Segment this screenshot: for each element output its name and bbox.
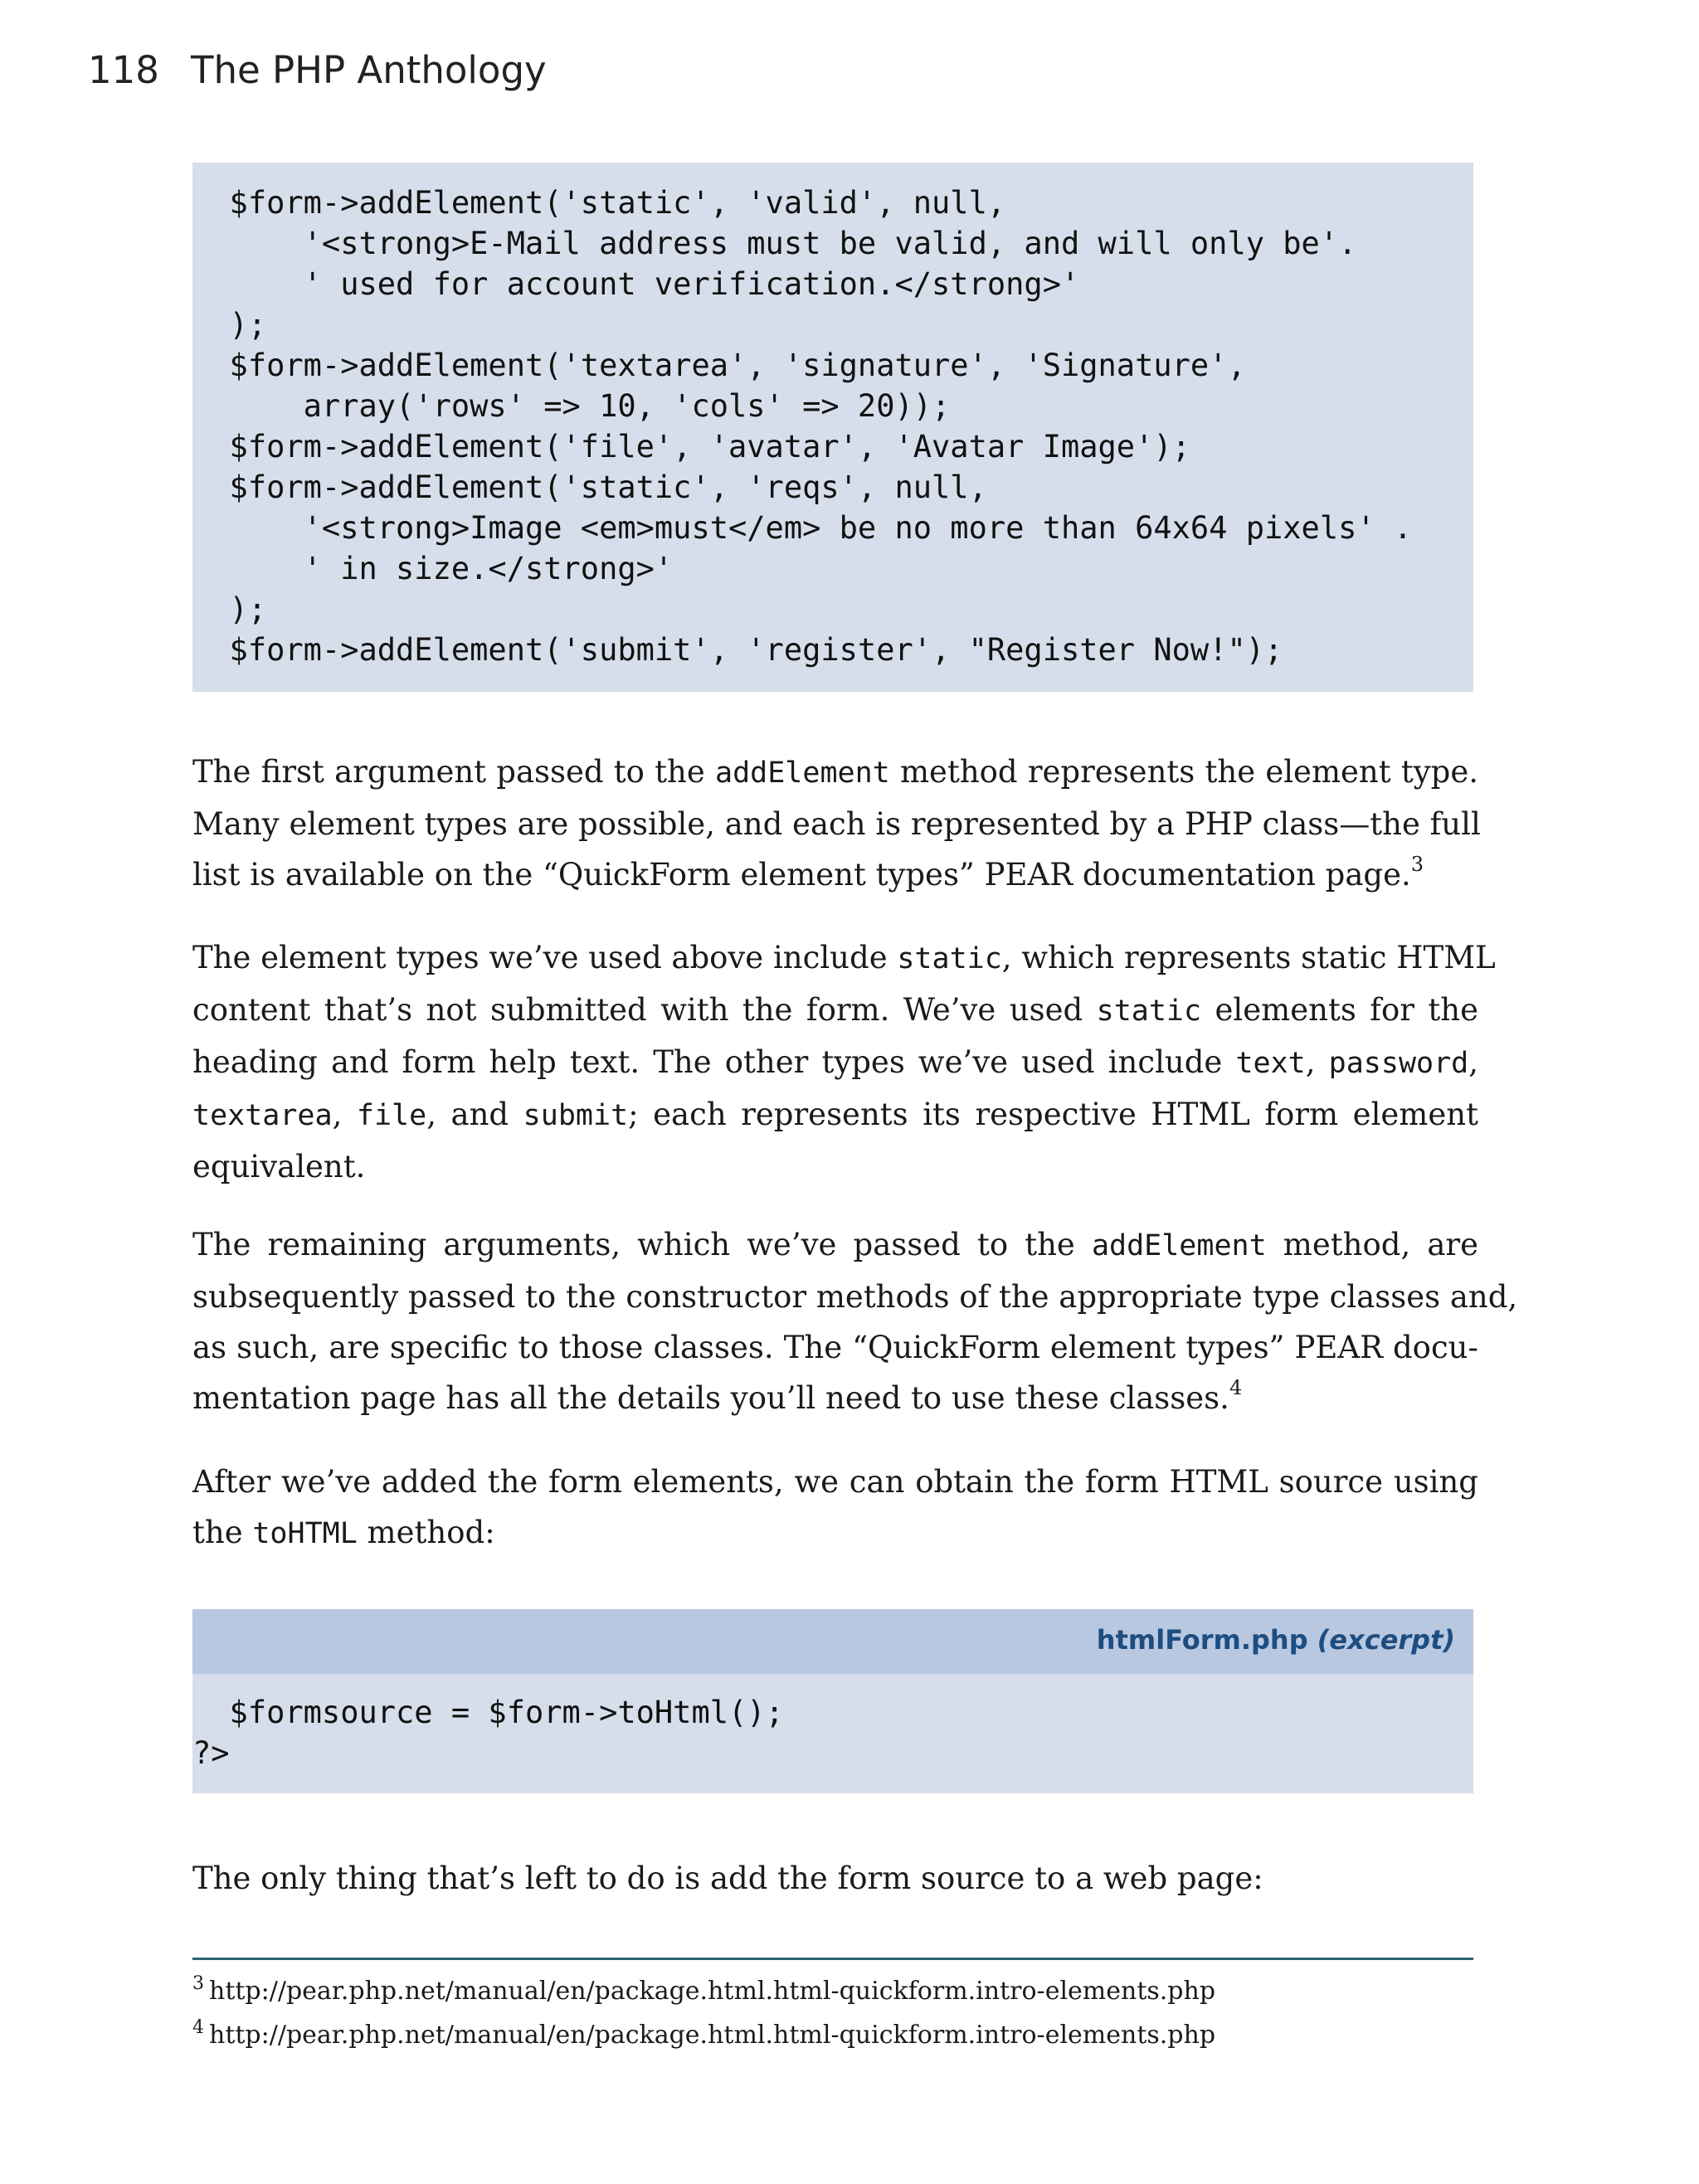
text-run: , [332, 1097, 357, 1132]
inline-code: file [356, 1099, 427, 1132]
text-run: The element types we’ve used above include [192, 940, 898, 975]
text-run: content that’s not submitted with the form. We’ve used [192, 992, 1097, 1028]
paragraph-element-type [192, 747, 1481, 900]
footnote-item [192, 1971, 1215, 2015]
footnote-mark: 3 [192, 1973, 204, 1994]
text-run: mentation page has all the details you’ll need to use these classes. [192, 1380, 1229, 1416]
text-run: , [1305, 1044, 1329, 1080]
inline-code: static [897, 942, 1002, 975]
code-line: ' used for account verification.</strong>' [192, 266, 1080, 302]
text-run: The first argument passed to the [192, 754, 716, 790]
code-line: '<strong>E-Mail address must be valid, and will only be'. [192, 226, 1357, 261]
paragraph-remaining-arguments [192, 1219, 1518, 1423]
code-block-registration-form [192, 163, 1473, 692]
code-line: $form->addElement('static', 'valid', null, [192, 185, 1006, 221]
text-line [192, 1037, 1478, 1089]
text-run: method, are [1266, 1227, 1478, 1262]
text-line [192, 747, 1478, 799]
paragraph-tohtml [192, 1457, 1478, 1559]
text-line: After we’ve added the form elements, we can obtain the form HTML source using [192, 1464, 1478, 1500]
footnote-divider [192, 1958, 1473, 1960]
code-line: ?> [192, 1735, 230, 1771]
code-line: $form->addElement('static', 'reqs', null, [192, 469, 987, 505]
code-line: $form->addElement('file', 'avatar', 'Avatar Image'); [192, 429, 1190, 465]
footnote-ref[interactable]: 4 [1229, 1375, 1243, 1399]
text-line: equivalent. [192, 1149, 366, 1184]
footnote-link[interactable]: http://pear.php.net/manual/en/package.html.html-quickform.intro-elements.php [209, 2021, 1216, 2050]
code-block-htmlform-excerpt [192, 1609, 1473, 1793]
page-number: 118 [88, 48, 159, 92]
code-lines [192, 1674, 1473, 1773]
text-run: , and [426, 1097, 523, 1132]
code-line: $form->addElement('textarea', 'signature', 'Signature', [192, 348, 1246, 383]
paragraph-element-types-used [192, 932, 1496, 1192]
text-run: heading and form help text. The other types we’ve used include [192, 1044, 1236, 1080]
code-line: '<strong>Image <em>must</em> be no more than 64x64 pixels' . [192, 510, 1413, 546]
text-run: , [1468, 1044, 1478, 1080]
text-line [192, 1219, 1478, 1272]
text-line [192, 1373, 1478, 1423]
inline-code: toHTML [252, 1517, 358, 1550]
text-line: subsequently passed to the constructor methods of the appropriate type classes and, [192, 1279, 1518, 1315]
inline-code: addElement [1091, 1229, 1267, 1262]
text-line [192, 985, 1478, 1037]
book-title: The PHP Anthology [191, 48, 547, 92]
inline-code: addElement [715, 756, 890, 790]
running-header [88, 48, 547, 92]
code-listing-title [192, 1609, 1473, 1674]
text-line [192, 1089, 1478, 1141]
text-run: , which represents static HTML [1001, 940, 1496, 975]
text-line [192, 1507, 1478, 1559]
text-run: method represents the element type. [889, 754, 1478, 790]
text-line: The only thing that’s left to do is add the form source to a web page: [192, 1861, 1263, 1896]
text-run: the [192, 1515, 253, 1550]
footnotes [192, 1971, 1215, 2059]
footnote-ref[interactable]: 3 [1410, 852, 1424, 876]
text-line [192, 932, 1496, 985]
code-line: ' in size.</strong>' [192, 551, 674, 586]
code-line: $form->addElement('submit', 'register', "Register Now!"); [192, 632, 1283, 668]
code-line: $formsource = $form->toHtml(); [192, 1695, 784, 1730]
text-line: Many element types are possible, and each is represented by a PHP class—the full [192, 806, 1481, 842]
inline-code: text [1235, 1047, 1306, 1080]
inline-code: textarea [192, 1099, 333, 1132]
paragraph-add-to-web-page [192, 1853, 1478, 1904]
footnote-mark: 4 [192, 2017, 204, 2038]
text-line: as such, are specific to those classes. The “QuickForm element types” PEAR docu- [192, 1330, 1478, 1365]
text-run: ; each represents its respective HTML form element [628, 1097, 1478, 1132]
footnote-item [192, 2015, 1215, 2059]
text-run: method: [357, 1515, 495, 1550]
inline-code: password [1328, 1047, 1469, 1080]
code-excerpt-label: (excerpt) [1317, 1624, 1455, 1656]
text-run: elements for the [1201, 992, 1478, 1028]
inline-code: static [1096, 995, 1202, 1028]
text-line [192, 849, 1478, 900]
code-line: ); [192, 307, 267, 343]
text-run: list is available on the “QuickForm element types” PEAR documentation page. [192, 857, 1411, 893]
code-line: ); [192, 591, 267, 627]
code-lines [192, 182, 1473, 670]
text-run: The remaining arguments, which we’ve passed to the [192, 1227, 1092, 1262]
footnote-link[interactable]: http://pear.php.net/manual/en/package.html.html-quickform.intro-elements.php [209, 1977, 1216, 2006]
inline-code: submit [523, 1099, 629, 1132]
code-filename: htmlForm.php [1096, 1624, 1308, 1656]
code-line: array('rows' => 10, 'cols' => 20)); [192, 388, 951, 424]
